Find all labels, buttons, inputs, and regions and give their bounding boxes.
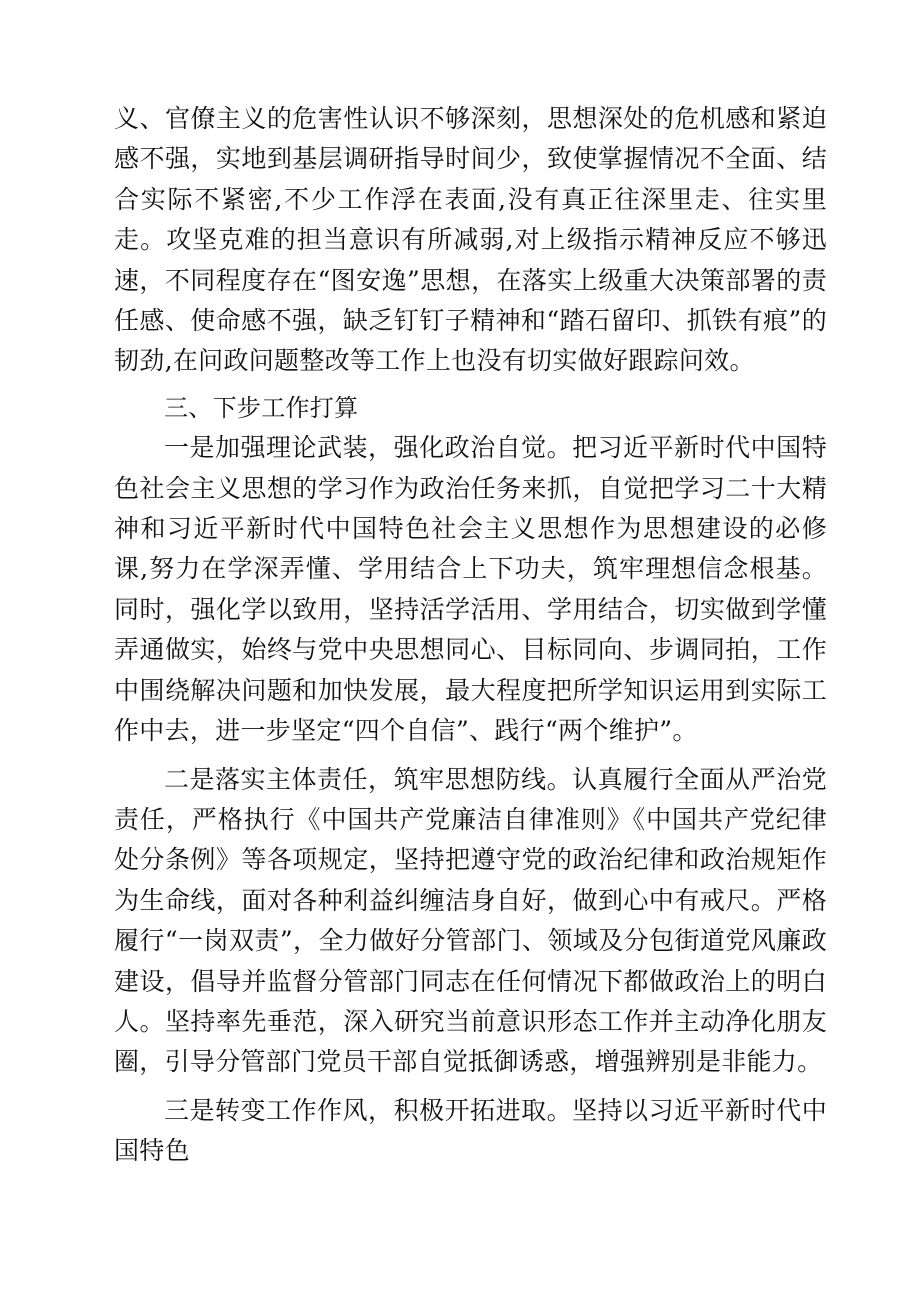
paragraph-theory-study: 一是加强理论武装，强化政治自觉。把习近平新时代中国特色社会主义思想的学习作为政治任务来抓，自觉把学习二十大精神和习近平新时代中国特色社会主义思想作为思想建设的必修课,努力在学深弄懂、学用结合上下功夫，筑牢理想信念根基。同时，强化学以致用，坚持活学活用、学用结合，切实做到学懂弄通做实，始终与党中央思想同心、目标同向、步调同拍，工作中围绕解决问题和加快发展，最大程度把所学知识运用到实际工作中去，进一步坚定“四个自信”、践行“两个维护”。 xyxy=(114,433,827,746)
paragraph-work-style: 三是转变工作作风，积极开拓进取。坚持以习近平新时代中国特色 xyxy=(114,1095,827,1166)
section-heading: 三、下步工作打算 xyxy=(164,393,359,422)
paragraph-main-responsibility: 二是落实主体责任，筑牢思想防线。认真履行全面从严治党责任，严格执行《中国共产党廉洁自律准则》《中国共产党纪律处分条例》等各项规定，坚持把遵守党的政治纪律和政治规矩作为生命线，面对各种利益纠缠洁身自好，做到心中有戒尺。严格履行“一岗双责”，全力做好分管部门、领域及分包街道党风廉政建设，倡导并监督分管部门同志在任何情况下都做政治上的明白人。坚持率先垂范，深入研究当前意识形态工作并主动净化朋友圈，引导分管部门党员干部自觉抵御诱惑，增强辨别是非能力。 xyxy=(114,764,827,1077)
document-body xyxy=(114,99,827,1172)
paragraph-continuation: 义、官僚主义的危害性认识不够深刻，思想深处的危机感和紧迫感不强，实地到基层调研指导时间少，致使掌握情况不全面、结合实际不紧密,不少工作浮在表面,没有真正往深里走、往实里走。攻坚克难的担当意识有所减弱,对上级指示精神反应不够迅速，不同程度存在“图安逸”思想，在落实上级重大决策部署的责任感、使命感不强，缺乏钉钉子精神和“踏石留印、抓铁有痕”的韧劲,在问政问题整改等工作上也没有切实做好跟踪问效。 xyxy=(114,104,827,376)
